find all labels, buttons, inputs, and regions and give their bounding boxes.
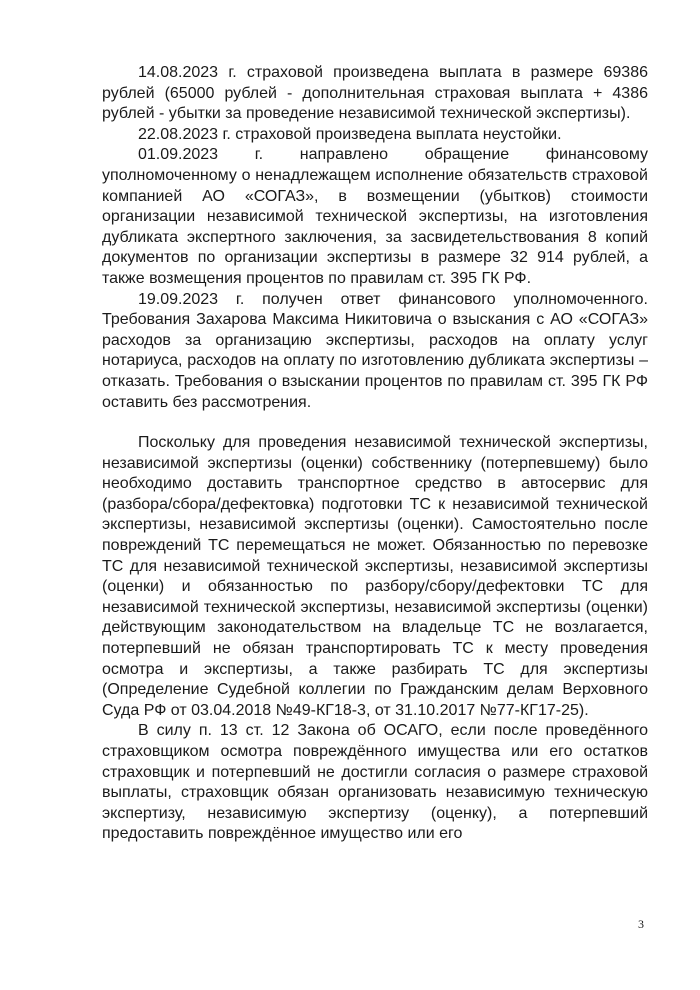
paragraph-penalty-22-08: 22.08.2023 г. страховой произведена выплата неустойки. bbox=[138, 125, 562, 143]
page-number: 3 bbox=[638, 917, 644, 931]
paragraph-transport-obligation: Поскольку для проведения независимой технической экспертизы, независимой экспертизы (оценки) собственнику (потерпевшему) было необходимо доставить транспортное средство в автосервис для (разбора/сбора/дефектовка) подготовки ТС к независимой технической экспертизы, независимой экспертизы (оценки). Самостоятельно после повреждений ТС перемещаться не может. Обязанностью по перевозке ТС для независимой технической экспертизы, независимой экспертизы (оценки) и обязанностью по разбору/сбору/дефектовки ТС для независимой технической экспертизы, независимой экспертизы (оценки) действующим законодательством на владельце ТС не возлагается, потерпевший не обязан транспортировать ТС к месту проведения осмотра и экспертизы, а также разбирать ТС для экспертизы (Определение Судебной коллегии по Гражданским делам Верховного Суда РФ от 03.04.2018 №49-КГ18-3, от 31.10.2017 №77-КГ17-25). bbox=[102, 434, 648, 719]
paragraph-payment-14-08: 14.08.2023 г. страховой произведена выплата в размере 69386 рублей (65000 рублей - дополнительная страховая выплата + 4386 рублей - убытки за проведение независимой технической экспертизы). bbox=[102, 64, 648, 123]
paragraph-response-19-09: 19.09.2023 г. получен ответ финансового уполномоченного. Требования Захарова Максима Никитовича о взыскания с АО «СОГАЗ» расходов за организацию экспертизы, расходов на оплату услуг нотариуса, расходов на оплату по изготовлению дубликата экспертизы – отказать. Требования о взыскании процентов по правилам ст. 395 ГК РФ оставить без рассмотрения. bbox=[102, 290, 648, 411]
paragraph-osago-law: В силу п. 13 ст. 12 Закона об ОСАГО, если после проведённого страховщиком осмотра повреждённого имущества или его остатков страховщик и потерпевший не достигли согласия о размере страховой выплаты, страховщик обязан организовать независимую техническую экспертизу, независимую экспертизу (оценку), а потерпевший предоставить повреждённое имущество или его bbox=[102, 722, 648, 843]
paragraph-appeal-01-09: 01.09.2023 г. направлено обращение финансовому уполномоченному о ненадлежащем исполнение обязательств страховой компанией АО «СОГАЗ», в возмещении (убытков) стоимости организации независимой технической экспертизы, на изготовления дубликата экспертного заключения, за засвидетельствования 8 копий документов по организации экспертизы в размере 32 914 рублей, а также возмещения процентов по правилам ст. 395 ГК РФ. bbox=[102, 146, 648, 287]
document-body bbox=[102, 63, 648, 845]
